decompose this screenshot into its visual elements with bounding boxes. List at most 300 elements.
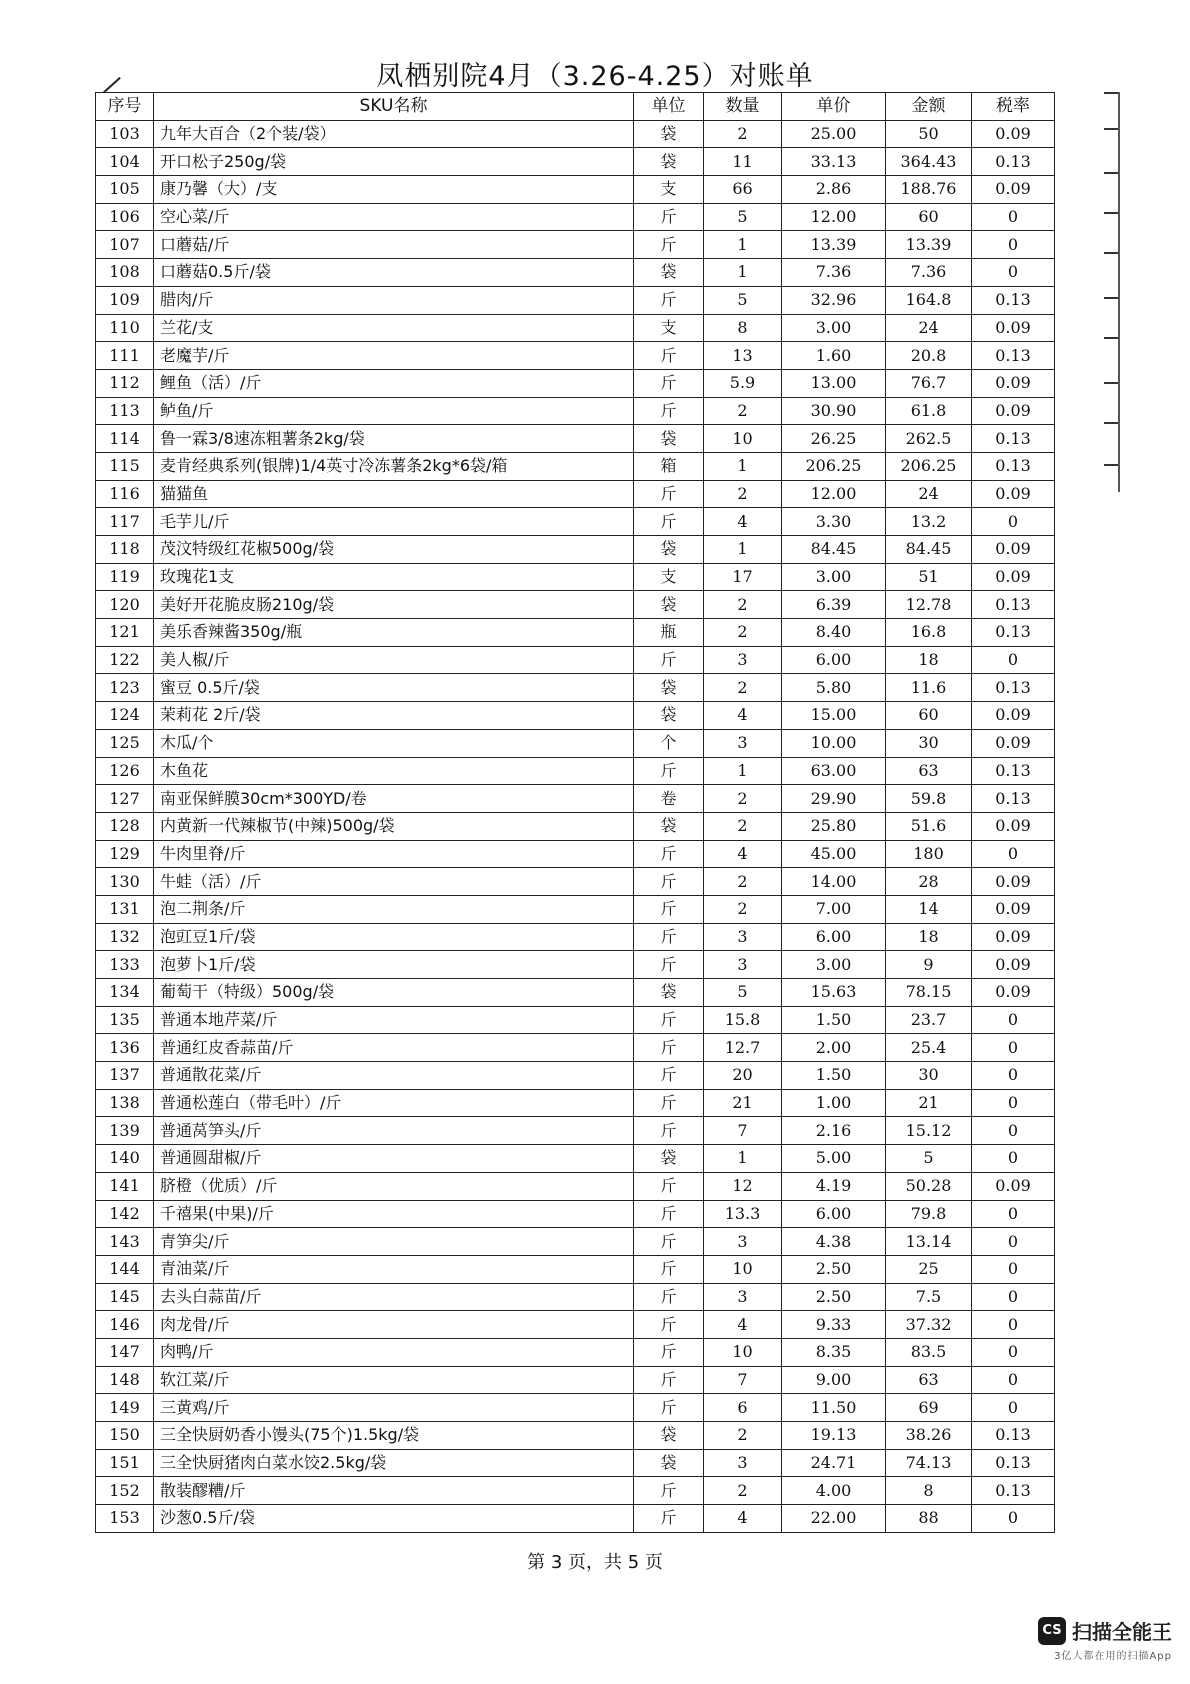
unit-cell: 斤 bbox=[634, 231, 704, 259]
sku-name-cell: 牛蛙（活）/斤 bbox=[154, 868, 634, 896]
quantity-cell: 7 bbox=[704, 1117, 782, 1145]
table-row bbox=[96, 231, 1055, 259]
quantity-cell: 4 bbox=[704, 840, 782, 868]
tax-rate-cell: 0.09 bbox=[972, 979, 1055, 1007]
unit-cell: 斤 bbox=[634, 286, 704, 314]
table-row bbox=[96, 812, 1055, 840]
tax-rate-cell: 0 bbox=[972, 1062, 1055, 1090]
unit-price-cell: 11.50 bbox=[782, 1394, 886, 1422]
sku-name-cell: 茂汶特级红花椒500g/袋 bbox=[154, 536, 634, 564]
amount-cell: 37.32 bbox=[886, 1311, 972, 1339]
quantity-cell: 2 bbox=[704, 868, 782, 896]
amount-cell: 61.8 bbox=[886, 397, 972, 425]
sku-name-cell: 蜜豆 0.5斤/袋 bbox=[154, 674, 634, 702]
quantity-cell: 2 bbox=[704, 895, 782, 923]
table-row bbox=[96, 646, 1055, 674]
unit-cell: 斤 bbox=[634, 840, 704, 868]
amount-cell: 364.43 bbox=[886, 148, 972, 176]
unit-cell: 支 bbox=[634, 314, 704, 342]
quantity-cell: 5 bbox=[704, 979, 782, 1007]
tax-rate-cell: 0.09 bbox=[972, 397, 1055, 425]
quantity-cell: 1 bbox=[704, 1145, 782, 1173]
unit-cell: 斤 bbox=[634, 1255, 704, 1283]
row-number-cell: 124 bbox=[96, 702, 154, 730]
amount-cell: 8 bbox=[886, 1477, 972, 1505]
unit-cell: 袋 bbox=[634, 674, 704, 702]
amount-cell: 15.12 bbox=[886, 1117, 972, 1145]
row-number-cell: 149 bbox=[96, 1394, 154, 1422]
table-row bbox=[96, 729, 1055, 757]
row-number-cell: 131 bbox=[96, 895, 154, 923]
amount-cell: 25 bbox=[886, 1255, 972, 1283]
table-row bbox=[96, 1449, 1055, 1477]
row-number-cell: 151 bbox=[96, 1449, 154, 1477]
sku-name-cell: 三黄鸡/斤 bbox=[154, 1394, 634, 1422]
quantity-cell: 66 bbox=[704, 176, 782, 204]
sku-name-cell: 泡二荆条/斤 bbox=[154, 895, 634, 923]
row-number-cell: 123 bbox=[96, 674, 154, 702]
unit-cell: 袋 bbox=[634, 1422, 704, 1450]
table-row bbox=[96, 425, 1055, 453]
unit-price-cell: 63.00 bbox=[782, 757, 886, 785]
table-header-row bbox=[96, 93, 1055, 121]
amount-cell: 24 bbox=[886, 480, 972, 508]
table-row bbox=[96, 1145, 1055, 1173]
unit-cell: 袋 bbox=[634, 812, 704, 840]
table-row bbox=[96, 397, 1055, 425]
amount-cell: 13.2 bbox=[886, 508, 972, 536]
sku-name-cell: 木鱼花 bbox=[154, 757, 634, 785]
unit-price-cell: 13.39 bbox=[782, 231, 886, 259]
amount-cell: 78.15 bbox=[886, 979, 972, 1007]
quantity-cell: 2 bbox=[704, 480, 782, 508]
unit-price-cell: 15.00 bbox=[782, 702, 886, 730]
unit-cell: 斤 bbox=[634, 868, 704, 896]
row-number-cell: 111 bbox=[96, 342, 154, 370]
unit-cell: 斤 bbox=[634, 1338, 704, 1366]
unit-cell: 斤 bbox=[634, 1366, 704, 1394]
unit-price-cell: 3.00 bbox=[782, 951, 886, 979]
unit-price-cell: 22.00 bbox=[782, 1505, 886, 1533]
sku-name-cell: 毛芋儿/斤 bbox=[154, 508, 634, 536]
amount-cell: 76.7 bbox=[886, 369, 972, 397]
sku-name-cell: 空心菜/斤 bbox=[154, 203, 634, 231]
quantity-cell: 3 bbox=[704, 923, 782, 951]
amount-cell: 38.26 bbox=[886, 1422, 972, 1450]
amount-cell: 16.8 bbox=[886, 619, 972, 647]
sku-name-cell: 肉鸭/斤 bbox=[154, 1338, 634, 1366]
table-row bbox=[96, 1338, 1055, 1366]
page-footer: 第 3 页，共 5 页 bbox=[527, 1552, 663, 1573]
row-number-cell: 150 bbox=[96, 1422, 154, 1450]
quantity-cell: 15.8 bbox=[704, 1006, 782, 1034]
unit-cell: 斤 bbox=[634, 1311, 704, 1339]
unit-cell: 斤 bbox=[634, 757, 704, 785]
row-number-cell: 110 bbox=[96, 314, 154, 342]
quantity-cell: 10 bbox=[704, 1338, 782, 1366]
unit-price-cell: 1.50 bbox=[782, 1006, 886, 1034]
sku-name-cell: 康乃馨（大）/支 bbox=[154, 176, 634, 204]
unit-cell: 支 bbox=[634, 176, 704, 204]
sku-name-cell: 木瓜/个 bbox=[154, 729, 634, 757]
row-number-cell: 115 bbox=[96, 452, 154, 480]
quantity-cell: 7 bbox=[704, 1366, 782, 1394]
watermark-name: 扫描全能王 bbox=[1072, 1620, 1172, 1644]
page-title: 凤栖别院4月（3.26-4.25）对账单 bbox=[376, 61, 814, 92]
row-number-cell: 153 bbox=[96, 1505, 154, 1533]
row-number-cell: 120 bbox=[96, 591, 154, 619]
sku-name-cell: 肉龙骨/斤 bbox=[154, 1311, 634, 1339]
sku-name-cell: 腊肉/斤 bbox=[154, 286, 634, 314]
table-row bbox=[96, 951, 1055, 979]
tax-rate-cell: 0.09 bbox=[972, 536, 1055, 564]
unit-cell: 袋 bbox=[634, 1449, 704, 1477]
watermark-tagline: 3亿人都在用的扫描App bbox=[1054, 1651, 1172, 1662]
table-row bbox=[96, 1089, 1055, 1117]
quantity-cell: 10 bbox=[704, 425, 782, 453]
table-row bbox=[96, 1062, 1055, 1090]
unit-price-cell: 8.35 bbox=[782, 1338, 886, 1366]
tax-rate-cell: 0.09 bbox=[972, 1172, 1055, 1200]
sku-name-cell: 泡豇豆1斤/袋 bbox=[154, 923, 634, 951]
tax-rate-cell: 0 bbox=[972, 646, 1055, 674]
table-row bbox=[96, 369, 1055, 397]
sku-name-cell: 美人椒/斤 bbox=[154, 646, 634, 674]
table-row bbox=[96, 1366, 1055, 1394]
unit-cell: 斤 bbox=[634, 342, 704, 370]
quantity-cell: 5 bbox=[704, 203, 782, 231]
column-header: SKU名称 bbox=[154, 93, 634, 121]
amount-cell: 11.6 bbox=[886, 674, 972, 702]
unit-cell: 斤 bbox=[634, 1034, 704, 1062]
unit-price-cell: 5.00 bbox=[782, 1145, 886, 1173]
unit-cell: 袋 bbox=[634, 536, 704, 564]
row-number-cell: 116 bbox=[96, 480, 154, 508]
unit-cell: 袋 bbox=[634, 259, 704, 287]
unit-cell: 斤 bbox=[634, 1089, 704, 1117]
unit-cell: 袋 bbox=[634, 702, 704, 730]
tax-rate-cell: 0 bbox=[972, 1283, 1055, 1311]
unit-price-cell: 6.00 bbox=[782, 923, 886, 951]
table-row bbox=[96, 1283, 1055, 1311]
unit-price-cell: 3.00 bbox=[782, 314, 886, 342]
tax-rate-cell: 0 bbox=[972, 203, 1055, 231]
row-number-cell: 138 bbox=[96, 1089, 154, 1117]
tax-rate-cell: 0.09 bbox=[972, 951, 1055, 979]
column-header: 金额 bbox=[886, 93, 972, 121]
table-body bbox=[96, 120, 1055, 1532]
amount-cell: 79.8 bbox=[886, 1200, 972, 1228]
quantity-cell: 12.7 bbox=[704, 1034, 782, 1062]
table-row bbox=[96, 259, 1055, 287]
quantity-cell: 2 bbox=[704, 812, 782, 840]
amount-cell: 23.7 bbox=[886, 1006, 972, 1034]
column-header: 税率 bbox=[972, 93, 1055, 121]
quantity-cell: 1 bbox=[704, 452, 782, 480]
quantity-cell: 2 bbox=[704, 674, 782, 702]
quantity-cell: 20 bbox=[704, 1062, 782, 1090]
sku-name-cell: 普通散花菜/斤 bbox=[154, 1062, 634, 1090]
sku-name-cell: 脐橙（优质）/斤 bbox=[154, 1172, 634, 1200]
unit-price-cell: 25.00 bbox=[782, 120, 886, 148]
sku-name-cell: 玫瑰花1支 bbox=[154, 563, 634, 591]
amount-cell: 180 bbox=[886, 840, 972, 868]
tax-rate-cell: 0.13 bbox=[972, 1422, 1055, 1450]
quantity-cell: 21 bbox=[704, 1089, 782, 1117]
unit-cell: 斤 bbox=[634, 1394, 704, 1422]
table-row bbox=[96, 286, 1055, 314]
row-number-cell: 144 bbox=[96, 1255, 154, 1283]
quantity-cell: 3 bbox=[704, 1228, 782, 1256]
tax-rate-cell: 0 bbox=[972, 840, 1055, 868]
tax-rate-cell: 0.13 bbox=[972, 619, 1055, 647]
row-number-cell: 140 bbox=[96, 1145, 154, 1173]
tax-rate-cell: 0 bbox=[972, 1117, 1055, 1145]
amount-cell: 12.78 bbox=[886, 591, 972, 619]
row-number-cell: 121 bbox=[96, 619, 154, 647]
unit-price-cell: 33.13 bbox=[782, 148, 886, 176]
unit-price-cell: 29.90 bbox=[782, 785, 886, 813]
tax-rate-cell: 0.09 bbox=[972, 480, 1055, 508]
quantity-cell: 2 bbox=[704, 785, 782, 813]
unit-price-cell: 6.00 bbox=[782, 1200, 886, 1228]
quantity-cell: 3 bbox=[704, 646, 782, 674]
unit-price-cell: 12.00 bbox=[782, 203, 886, 231]
row-number-cell: 104 bbox=[96, 148, 154, 176]
amount-cell: 63 bbox=[886, 1366, 972, 1394]
unit-cell: 斤 bbox=[634, 508, 704, 536]
tax-rate-cell: 0.09 bbox=[972, 702, 1055, 730]
amount-cell: 84.45 bbox=[886, 536, 972, 564]
row-number-cell: 103 bbox=[96, 120, 154, 148]
tax-rate-cell: 0 bbox=[972, 1228, 1055, 1256]
tax-rate-cell: 0.09 bbox=[972, 729, 1055, 757]
amount-cell: 50 bbox=[886, 120, 972, 148]
unit-price-cell: 6.00 bbox=[782, 646, 886, 674]
amount-cell: 18 bbox=[886, 923, 972, 951]
table-row bbox=[96, 1422, 1055, 1450]
unit-price-cell: 19.13 bbox=[782, 1422, 886, 1450]
unit-cell: 斤 bbox=[634, 1283, 704, 1311]
quantity-cell: 10 bbox=[704, 1255, 782, 1283]
unit-cell: 瓶 bbox=[634, 619, 704, 647]
amount-cell: 188.76 bbox=[886, 176, 972, 204]
amount-cell: 25.4 bbox=[886, 1034, 972, 1062]
tax-rate-cell: 0 bbox=[972, 1366, 1055, 1394]
tax-rate-cell: 0.13 bbox=[972, 1477, 1055, 1505]
quantity-cell: 5.9 bbox=[704, 369, 782, 397]
quantity-cell: 17 bbox=[704, 563, 782, 591]
quantity-cell: 1 bbox=[704, 757, 782, 785]
sku-name-cell: 普通松莲白（带毛叶）/斤 bbox=[154, 1089, 634, 1117]
unit-price-cell: 2.50 bbox=[782, 1255, 886, 1283]
table-row bbox=[96, 785, 1055, 813]
unit-price-cell: 7.36 bbox=[782, 259, 886, 287]
unit-price-cell: 4.19 bbox=[782, 1172, 886, 1200]
tax-rate-cell: 0.09 bbox=[972, 895, 1055, 923]
sku-name-cell: 普通莴笋头/斤 bbox=[154, 1117, 634, 1145]
sku-name-cell: 开口松子250g/袋 bbox=[154, 148, 634, 176]
quantity-cell: 4 bbox=[704, 508, 782, 536]
tax-rate-cell: 0 bbox=[972, 1006, 1055, 1034]
unit-cell: 卷 bbox=[634, 785, 704, 813]
tax-rate-cell: 0.13 bbox=[972, 757, 1055, 785]
unit-price-cell: 3.00 bbox=[782, 563, 886, 591]
row-number-cell: 130 bbox=[96, 868, 154, 896]
sku-name-cell: 九年大百合（2个装/袋） bbox=[154, 120, 634, 148]
amount-cell: 262.5 bbox=[886, 425, 972, 453]
unit-price-cell: 3.30 bbox=[782, 508, 886, 536]
quantity-cell: 13 bbox=[704, 342, 782, 370]
unit-price-cell: 5.80 bbox=[782, 674, 886, 702]
amount-cell: 5 bbox=[886, 1145, 972, 1173]
quantity-cell: 2 bbox=[704, 1422, 782, 1450]
sku-name-cell: 葡萄干（特级）500g/袋 bbox=[154, 979, 634, 1007]
unit-price-cell: 6.39 bbox=[782, 591, 886, 619]
unit-price-cell: 1.00 bbox=[782, 1089, 886, 1117]
row-number-cell: 119 bbox=[96, 563, 154, 591]
table-row bbox=[96, 1505, 1055, 1533]
table-row bbox=[96, 536, 1055, 564]
sku-name-cell: 沙葱0.5斤/袋 bbox=[154, 1505, 634, 1533]
unit-cell: 斤 bbox=[634, 397, 704, 425]
amount-cell: 59.8 bbox=[886, 785, 972, 813]
tax-rate-cell: 0.09 bbox=[972, 176, 1055, 204]
tax-rate-cell: 0 bbox=[972, 1034, 1055, 1062]
amount-cell: 88 bbox=[886, 1505, 972, 1533]
sku-name-cell: 鲁一霖3/8速冻粗薯条2kg/袋 bbox=[154, 425, 634, 453]
unit-cell: 斤 bbox=[634, 1117, 704, 1145]
row-number-cell: 109 bbox=[96, 286, 154, 314]
unit-cell: 斤 bbox=[634, 895, 704, 923]
amount-cell: 28 bbox=[886, 868, 972, 896]
sku-name-cell: 青笋尖/斤 bbox=[154, 1228, 634, 1256]
unit-price-cell: 15.63 bbox=[782, 979, 886, 1007]
unit-price-cell: 25.80 bbox=[782, 812, 886, 840]
amount-cell: 24 bbox=[886, 314, 972, 342]
unit-cell: 袋 bbox=[634, 979, 704, 1007]
sku-name-cell: 口蘑菇/斤 bbox=[154, 231, 634, 259]
sku-name-cell: 三全快厨猪肉白菜水饺2.5kg/袋 bbox=[154, 1449, 634, 1477]
amount-cell: 164.8 bbox=[886, 286, 972, 314]
row-number-cell: 117 bbox=[96, 508, 154, 536]
table-row bbox=[96, 591, 1055, 619]
camscanner-logo-icon: CS bbox=[1038, 1617, 1066, 1645]
unit-price-cell: 2.50 bbox=[782, 1283, 886, 1311]
row-number-cell: 125 bbox=[96, 729, 154, 757]
row-number-cell: 129 bbox=[96, 840, 154, 868]
row-number-cell: 152 bbox=[96, 1477, 154, 1505]
amount-cell: 50.28 bbox=[886, 1172, 972, 1200]
row-number-cell: 126 bbox=[96, 757, 154, 785]
row-number-cell: 112 bbox=[96, 369, 154, 397]
table-row bbox=[96, 1006, 1055, 1034]
tax-rate-cell: 0 bbox=[972, 1394, 1055, 1422]
table-row bbox=[96, 619, 1055, 647]
row-number-cell: 134 bbox=[96, 979, 154, 1007]
unit-price-cell: 9.33 bbox=[782, 1311, 886, 1339]
table-row bbox=[96, 1034, 1055, 1062]
unit-cell: 斤 bbox=[634, 480, 704, 508]
unit-cell: 袋 bbox=[634, 591, 704, 619]
unit-price-cell: 10.00 bbox=[782, 729, 886, 757]
table-row bbox=[96, 1311, 1055, 1339]
unit-cell: 个 bbox=[634, 729, 704, 757]
row-number-cell: 118 bbox=[96, 536, 154, 564]
unit-cell: 斤 bbox=[634, 646, 704, 674]
table-row bbox=[96, 674, 1055, 702]
tax-rate-cell: 0.09 bbox=[972, 120, 1055, 148]
tax-rate-cell: 0.13 bbox=[972, 591, 1055, 619]
row-number-cell: 139 bbox=[96, 1117, 154, 1145]
statement-table bbox=[95, 92, 1055, 1533]
unit-cell: 斤 bbox=[634, 1062, 704, 1090]
table-row bbox=[96, 1394, 1055, 1422]
tax-rate-cell: 0.09 bbox=[972, 923, 1055, 951]
unit-price-cell: 45.00 bbox=[782, 840, 886, 868]
amount-cell: 51 bbox=[886, 563, 972, 591]
tax-rate-cell: 0.09 bbox=[972, 812, 1055, 840]
row-number-cell: 142 bbox=[96, 1200, 154, 1228]
tax-rate-cell: 0 bbox=[972, 259, 1055, 287]
tax-rate-cell: 0.13 bbox=[972, 1449, 1055, 1477]
unit-price-cell: 4.38 bbox=[782, 1228, 886, 1256]
row-number-cell: 148 bbox=[96, 1366, 154, 1394]
tax-rate-cell: 0.09 bbox=[972, 314, 1055, 342]
sku-name-cell: 去头白蒜苗/斤 bbox=[154, 1283, 634, 1311]
amount-cell: 14 bbox=[886, 895, 972, 923]
row-number-cell: 132 bbox=[96, 923, 154, 951]
column-header: 单价 bbox=[782, 93, 886, 121]
table-row bbox=[96, 1228, 1055, 1256]
table-row bbox=[96, 508, 1055, 536]
row-number-cell: 135 bbox=[96, 1006, 154, 1034]
row-number-cell: 106 bbox=[96, 203, 154, 231]
quantity-cell: 12 bbox=[704, 1172, 782, 1200]
tax-rate-cell: 0.09 bbox=[972, 563, 1055, 591]
amount-cell: 13.14 bbox=[886, 1228, 972, 1256]
row-number-cell: 127 bbox=[96, 785, 154, 813]
unit-price-cell: 8.40 bbox=[782, 619, 886, 647]
row-number-cell: 141 bbox=[96, 1172, 154, 1200]
unit-price-cell: 4.00 bbox=[782, 1477, 886, 1505]
table-row bbox=[96, 1200, 1055, 1228]
column-header: 单位 bbox=[634, 93, 704, 121]
tax-rate-cell: 0.13 bbox=[972, 342, 1055, 370]
table-row bbox=[96, 314, 1055, 342]
quantity-cell: 11 bbox=[704, 148, 782, 176]
tax-rate-cell: 0.13 bbox=[972, 674, 1055, 702]
row-number-cell: 136 bbox=[96, 1034, 154, 1062]
table-row bbox=[96, 1477, 1055, 1505]
sku-name-cell: 普通本地芹菜/斤 bbox=[154, 1006, 634, 1034]
table-row bbox=[96, 563, 1055, 591]
table-row bbox=[96, 452, 1055, 480]
tax-rate-cell: 0 bbox=[972, 1311, 1055, 1339]
amount-cell: 60 bbox=[886, 702, 972, 730]
table-row bbox=[96, 757, 1055, 785]
row-number-cell: 122 bbox=[96, 646, 154, 674]
tax-rate-cell: 0.13 bbox=[972, 452, 1055, 480]
sku-name-cell: 口蘑菇0.5斤/袋 bbox=[154, 259, 634, 287]
unit-price-cell: 26.25 bbox=[782, 425, 886, 453]
unit-price-cell: 2.86 bbox=[782, 176, 886, 204]
row-number-cell: 143 bbox=[96, 1228, 154, 1256]
table-row bbox=[96, 1117, 1055, 1145]
row-number-cell: 137 bbox=[96, 1062, 154, 1090]
amount-cell: 13.39 bbox=[886, 231, 972, 259]
amount-cell: 20.8 bbox=[886, 342, 972, 370]
